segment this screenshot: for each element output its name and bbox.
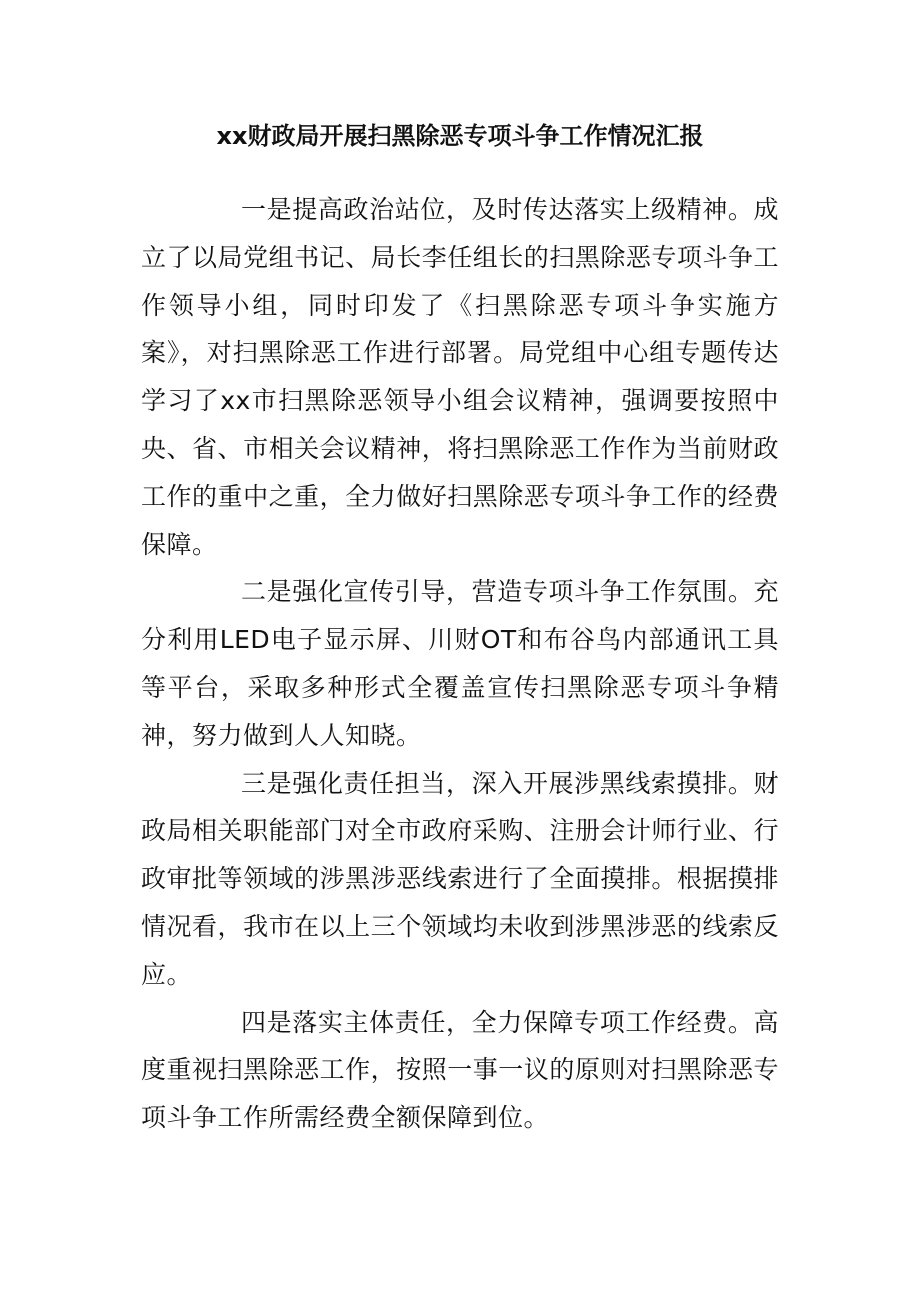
paragraph-1: 一是提高政治站位，及时传达落实上级精神。成立了以局党组书记、局长李任组长的扫黑除恶专项斗争工作领导小组，同时印发了《扫黑除恶专项斗争实施方案》，对扫黑除恶工作进行部署。局党组中心组专题传达学习了xx市扫黑除恶领导小组会议精神，强调要按照中央、省、市相关会议精神，将扫黑除恶工作作为当前财政工作的重中之重，全力做好扫黑除恶专项斗争工作的经费保障。 — [141, 195, 779, 559]
paragraph-4: 四是落实主体责任，全力保障专项工作经费。高度重视扫黑除恶工作，按照一事一议的原则对扫黑除恶专项斗争工作所需经费全额保障到位。 — [141, 1007, 779, 1133]
paragraph-2: 二是强化宣传引导，营造专项斗争工作氛围。充分利用LED电子显示屏、川财OT和布谷鸟内部通讯工具等平台，采取多种形式全覆盖宣传扫黑除恶专项斗争精神，努力做到人人知晓。 — [141, 577, 779, 750]
paragraph-3: 三是强化责任担当，深入开展涉黑线索摸排。财政局相关职能部门对全市政府采购、注册会计师行业、行政审批等领域的涉黑涉恶线索进行了全面摸排。根据摸排情况看，我市在以上三个领域均未收到涉黑涉恶的线索反应。 — [141, 768, 779, 989]
document-body — [141, 186, 779, 1142]
document-title: xx财政局开展扫黑除恶专项斗争工作情况汇报 — [216, 122, 704, 150]
